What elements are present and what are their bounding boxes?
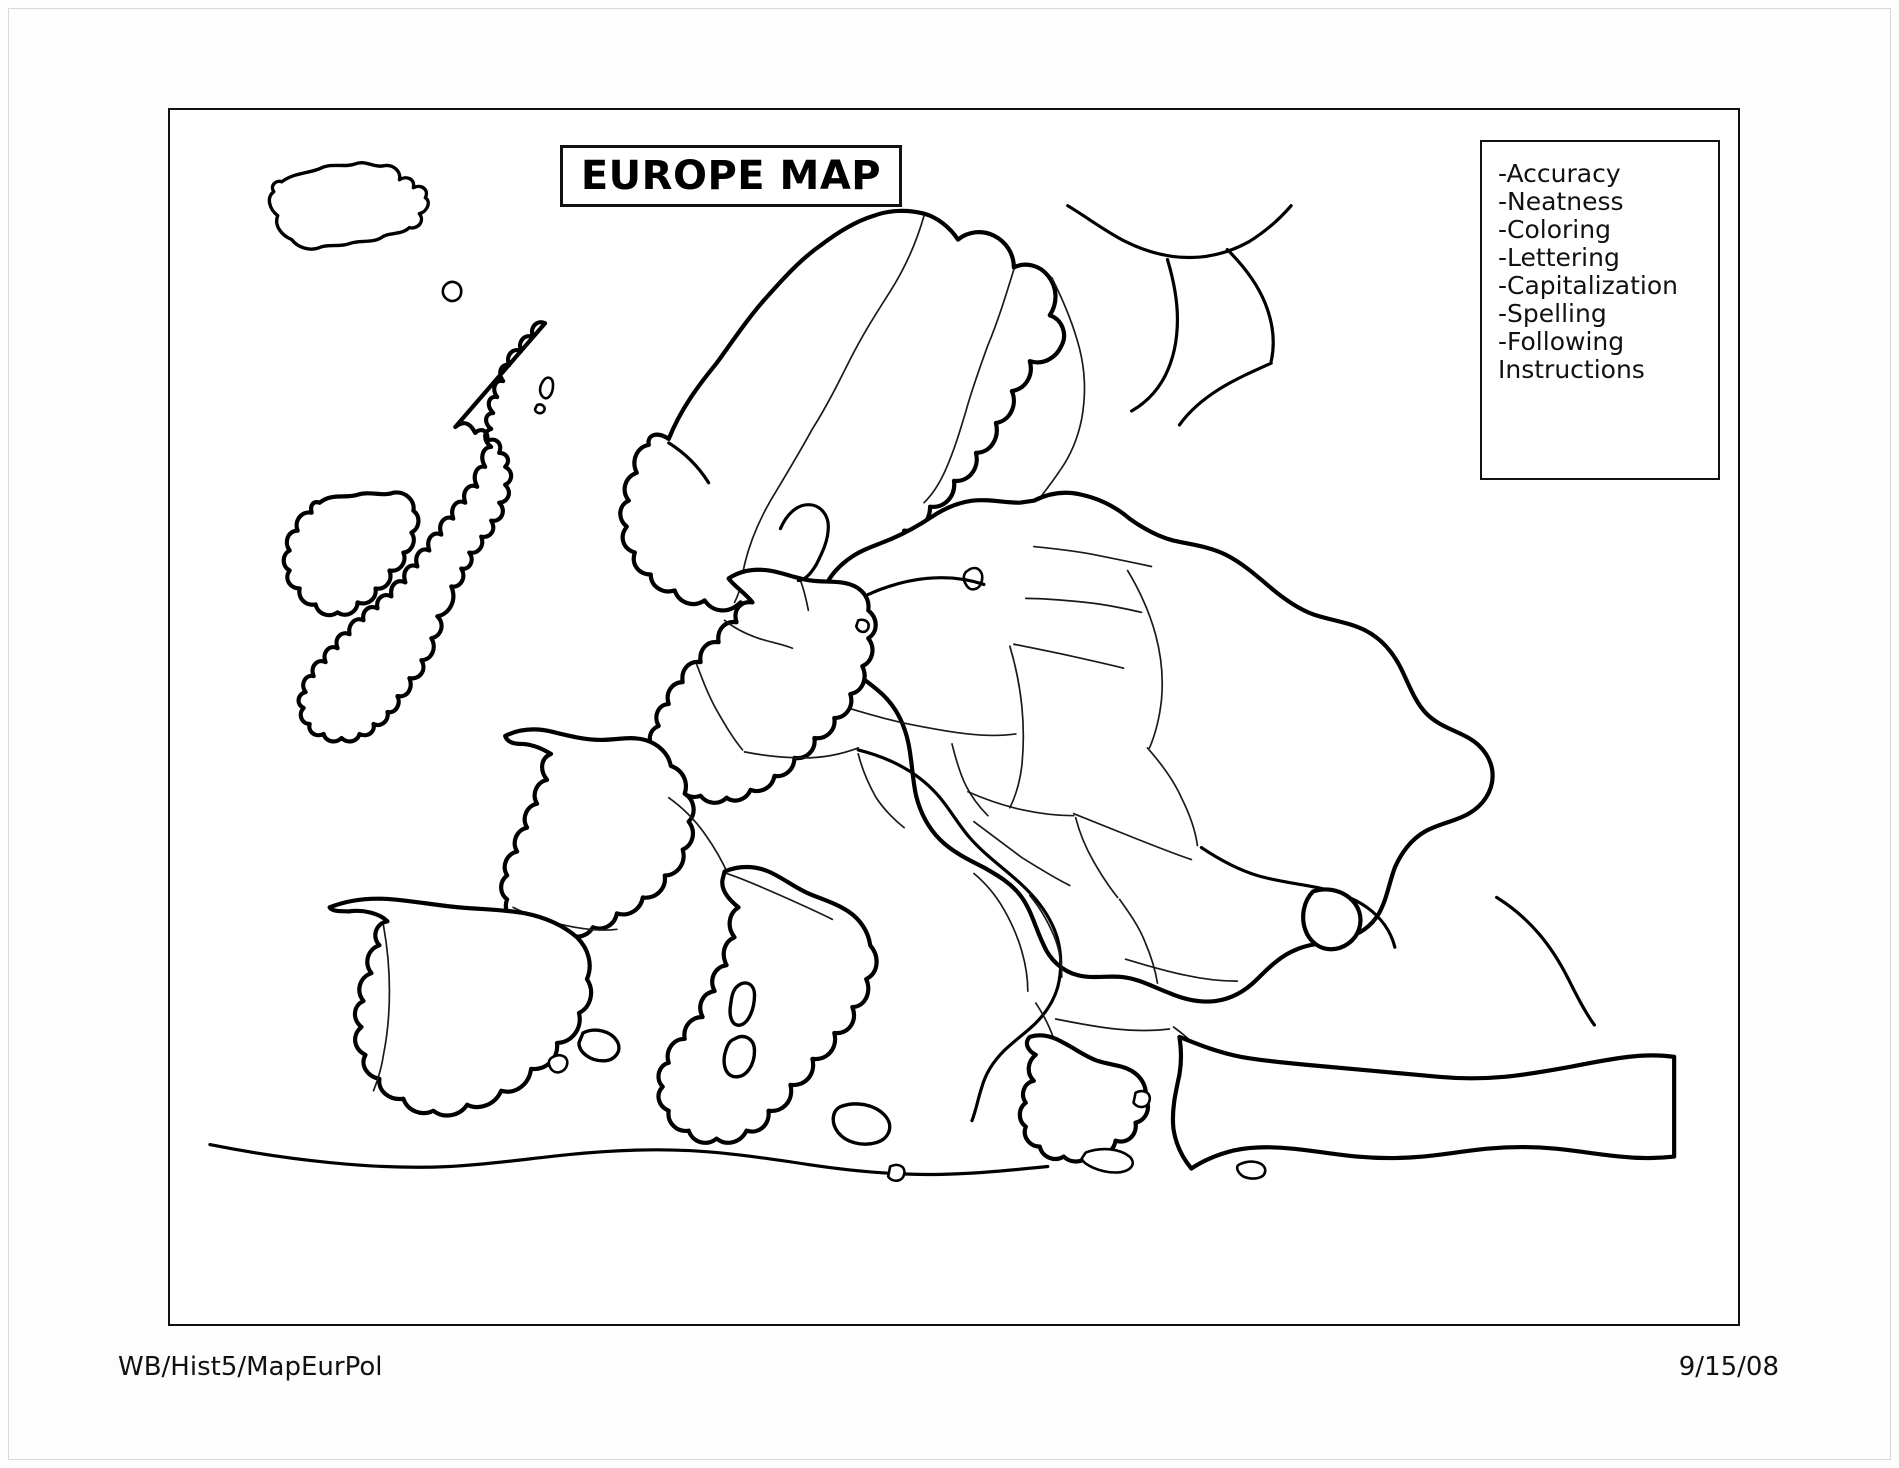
arctic-coast — [1068, 206, 1291, 258]
eastern-europe-mainland-shape — [818, 493, 1492, 1002]
footer-date: 9/15/08 — [1678, 1352, 1779, 1382]
france-shape — [501, 729, 693, 938]
greece-shape — [1020, 1035, 1148, 1161]
bornholm-shape — [856, 620, 868, 632]
ibiza-shape — [549, 1055, 567, 1072]
criteria-item: -Capitalization — [1498, 271, 1678, 300]
footer-document-code: WB/Hist5/MapEurPol — [118, 1352, 383, 1382]
italy-shape — [658, 867, 876, 1143]
white-sea-coast — [1132, 260, 1178, 412]
map-title-box — [560, 145, 902, 207]
faroe-islands-shape — [443, 282, 461, 301]
crete-shape — [1082, 1149, 1133, 1172]
orkney-islands-shape — [535, 404, 545, 413]
bulgaria-greece-border — [1056, 1019, 1170, 1030]
aegean-island-shape — [1134, 1091, 1150, 1107]
grading-criteria-box — [1480, 140, 1720, 480]
criteria-item: -Neatness — [1498, 187, 1624, 216]
criteria-item: -Coloring — [1498, 215, 1611, 244]
malta-shape — [888, 1165, 904, 1181]
northern-russia-coast — [1179, 363, 1271, 425]
criteria-item: -Spelling — [1498, 299, 1607, 328]
cyprus-shape — [1237, 1162, 1265, 1179]
kola-peninsula-coast — [1227, 250, 1273, 362]
shetland-islands-shape — [540, 378, 553, 399]
criteria-item: -Following — [1498, 327, 1625, 356]
iceland-shape — [269, 163, 428, 249]
central-west-europe-shape — [650, 570, 876, 803]
sardinia-shape — [724, 1037, 754, 1077]
north-africa-coast — [210, 1145, 1048, 1175]
criteria-item: -Accuracy — [1498, 159, 1621, 188]
caucasus-coast — [1497, 897, 1595, 1025]
page-title: EUROPE MAP — [580, 153, 882, 199]
iberian-peninsula-shape — [330, 899, 591, 1116]
balearic-islands-shape — [579, 1030, 619, 1061]
criteria-item: -Lettering — [1498, 243, 1620, 272]
sicily-shape — [833, 1104, 890, 1144]
criteria-item: Instructions — [1498, 355, 1645, 384]
crimea-shape — [1303, 889, 1360, 949]
anatolia-turkey-shape — [1173, 1037, 1674, 1169]
